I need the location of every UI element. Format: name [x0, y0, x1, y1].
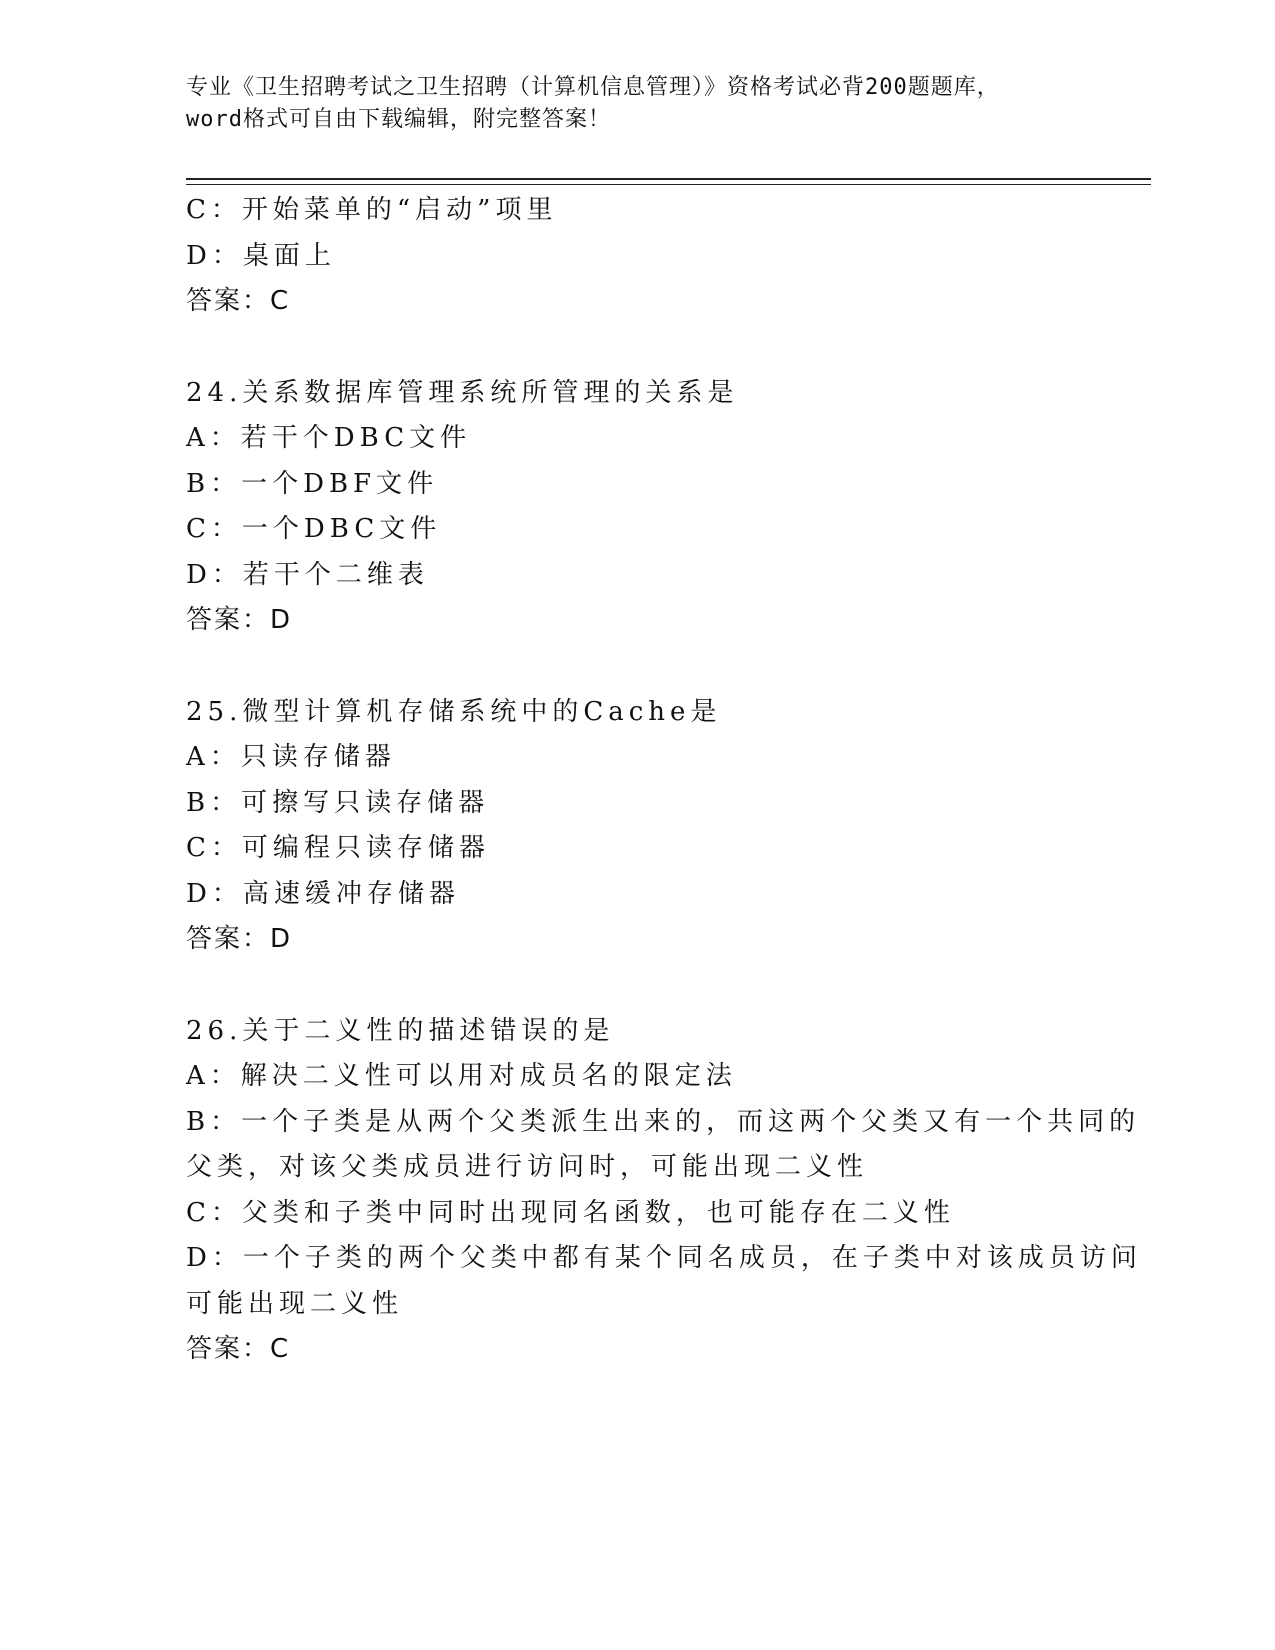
- spacer: [186, 644, 1086, 690]
- document-body: [186, 188, 1142, 1373]
- option-d-line-2: 可能出现二义性: [186, 1288, 404, 1319]
- header-rule-thin: [186, 184, 1151, 185]
- option-a: A：若干个DBC文件: [186, 423, 472, 453]
- option-a: A：解决二义性可以用对成员名的限定法: [186, 1061, 737, 1091]
- option-b-line-2: 父类，对该父类成员进行访问时，可能出现二义性: [186, 1152, 869, 1182]
- option-b: B：一个DBF文件: [186, 468, 439, 499]
- document-header: [186, 72, 1086, 136]
- question-26: [186, 1009, 1142, 1373]
- option-d-line-1: D：一个子类的两个父类中都有某个同名成员，在子类中对该成员访问: [186, 1243, 1142, 1273]
- option-b: B：可擦写只读存储器: [186, 787, 490, 818]
- option-c: C：父类和子类中同时出现同名函数，也可能存在二义性: [186, 1197, 955, 1228]
- answer: 答案：C: [186, 286, 291, 316]
- option-d: D：若干个二维表: [186, 559, 429, 590]
- question-text: 24.关系数据库管理系统所管理的关系是: [186, 377, 739, 408]
- spacer: [186, 963, 1086, 1009]
- question-25: [186, 690, 1086, 963]
- header-line-2: word格式可自由下载编辑，附完整答案！: [186, 107, 611, 132]
- header-rule-thick: [186, 178, 1151, 180]
- option-d: D：高速缓冲存储器: [186, 878, 460, 909]
- header-line-1: 专业《卫生招聘考试之卫生招聘（计算机信息管理）》资格考试必背200题题库，: [186, 75, 1000, 100]
- option-b-line-1: B：一个子类是从两个父类派生出来的，而这两个父类又有一个共同的: [186, 1106, 1141, 1137]
- option-c: C：开始菜单的“启动”项里: [186, 195, 558, 225]
- option-c: C：一个DBC文件: [186, 514, 442, 544]
- question-text: 26.关于二义性的描述错误的是: [186, 1015, 615, 1046]
- answer: 答案：C: [186, 1334, 291, 1364]
- answer: 答案：D: [186, 924, 293, 954]
- option-a: A：只读存储器: [186, 742, 396, 772]
- spacer: [186, 325, 1086, 371]
- question-24: [186, 371, 1086, 644]
- option-c: C：可编程只读存储器: [186, 833, 490, 863]
- question-23-tail: [186, 188, 1086, 325]
- option-d: D：桌面上: [186, 240, 336, 271]
- answer: 答案：D: [186, 605, 293, 635]
- question-text: 25.微型计算机存储系统中的Cache是: [186, 696, 722, 727]
